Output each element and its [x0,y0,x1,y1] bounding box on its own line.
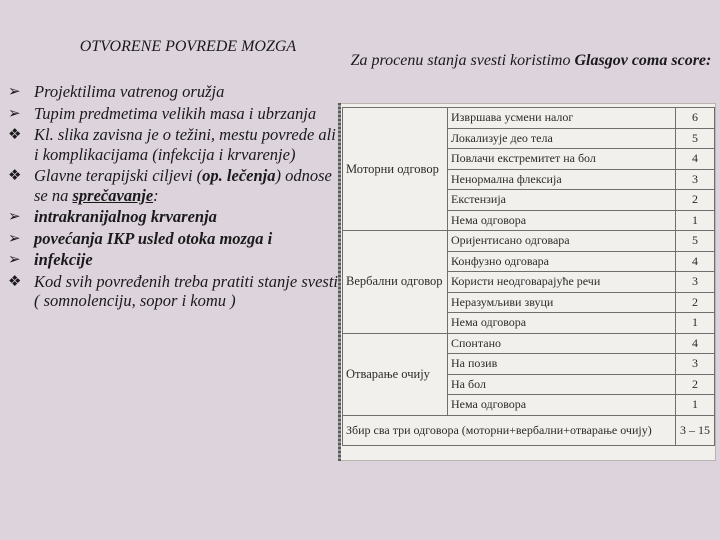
bullet-text-segment: intrakranijalnog krvarenja [34,207,217,226]
bullet-item [8,166,344,205]
gcs-score: 5 [676,231,715,252]
arrow-bullet-icon: ➢ [8,250,21,268]
bullet-text-segment: Projektilima vatrenog oružja [34,82,225,101]
gcs-caption-text: Za procenu stanja svesti koristimo [350,52,575,69]
gcs-category: Отварање очију [343,333,448,415]
bullet-text-segment: op. lečenja [202,166,276,185]
bullet-item [8,272,344,311]
bullet-text-segment: infekcije [34,250,93,269]
gcs-response: Нема одговора [448,395,676,416]
bullet-text [34,272,344,311]
gcs-response: На позив [448,354,676,375]
bullet-item [8,229,344,249]
gcs-response: Конфузно одговара [448,251,676,272]
arrow-bullet-icon: ➢ [8,82,21,100]
gcs-score: 1 [676,313,715,334]
gcs-response: Повлачи екстремитет на бол [448,149,676,170]
gcs-response: Спонтано [448,333,676,354]
gcs-score: 3 [676,169,715,190]
gcs-score: 2 [676,190,715,211]
gcs-scan-image [338,103,716,461]
gcs-score: 4 [676,333,715,354]
gcs-total-row [343,415,715,445]
gcs-score: 1 [676,210,715,231]
gcs-response: Оријентисано одговара [448,231,676,252]
gcs-score: 2 [676,292,715,313]
gcs-score: 3 [676,354,715,375]
slide-title: OTVORENE POVREDE MOZGA [79,38,297,55]
gcs-score: 5 [676,128,715,149]
bullet-item [8,104,344,124]
bullet-text [34,229,344,249]
bullet-text [34,207,344,227]
gcs-score: 6 [676,108,715,129]
gcs-row [343,231,715,252]
bullet-list [8,82,344,313]
gcs-response: Нема одговора [448,210,676,231]
gcs-score: 2 [676,374,715,395]
gcs-response: Неразумљиви звуци [448,292,676,313]
bullet-text-segment: povećanja IKP usled otoka mozga i [34,228,273,248]
bullet-item [8,82,344,102]
gcs-score: 4 [676,251,715,272]
bullet-text [34,250,344,270]
gcs-response: Извршава усмени налог [448,108,676,129]
gcs-response: Нема одговора [448,313,676,334]
bullet-text [34,82,344,102]
bullet-text-segment: Kod svih povređenih treba pratiti stanje svesti ( somnolenciju, sopor i komu ) [34,271,338,310]
bullet-text-segment: Tupim predmetima velikih masa i ubrzanja [34,103,317,123]
gcs-row [343,333,715,354]
gcs-total-label: Збир сва три одговора (моторни+вербални+отварање очију) [343,415,676,445]
gcs-category: Вербални одговор [343,231,448,334]
gcs-response: Ненормална флексија [448,169,676,190]
diamond-bullet-icon: ❖ [8,166,22,184]
arrow-bullet-icon: ➢ [8,207,21,225]
bullet-item [8,125,344,164]
scan-edge-stripe [338,103,341,461]
gcs-score: 1 [676,395,715,416]
bullet-text-segment: ) odnose se na [34,166,332,205]
arrow-bullet-icon: ➢ [8,103,21,122]
bullet-text-segment: sprečavanje [72,185,154,205]
gcs-caption-bold: Glasgov coma score: [574,52,712,69]
glasgow-coma-table [342,107,715,446]
bullet-text-segment: : [153,185,159,205]
bullet-item [8,250,344,270]
bullet-text [34,166,344,205]
gcs-total-score: 3 – 15 [676,415,715,445]
bullet-text [34,104,344,124]
bullet-text-segment: Kl. slika zavisna je o težini, mestu povrede ali i komplikacijama (infekcija i krvarenje) [34,125,336,164]
bullet-text [34,125,344,164]
gcs-response: Екстензија [448,190,676,211]
diamond-bullet-icon: ❖ [8,271,22,290]
bullet-item [8,207,344,227]
diamond-bullet-icon: ❖ [8,125,22,143]
arrow-bullet-icon: ➢ [8,228,21,247]
gcs-caption [350,50,712,72]
gcs-row [343,108,715,129]
gcs-score: 3 [676,272,715,293]
gcs-category: Моторни одговор [343,108,448,231]
gcs-response: Локализује део тела [448,128,676,149]
bullet-text-segment: Glavne terapijski ciljevi ( [34,166,203,185]
gcs-response: Користи неодговарајуће речи [448,272,676,293]
gcs-response: На бол [448,374,676,395]
gcs-score: 4 [676,149,715,170]
